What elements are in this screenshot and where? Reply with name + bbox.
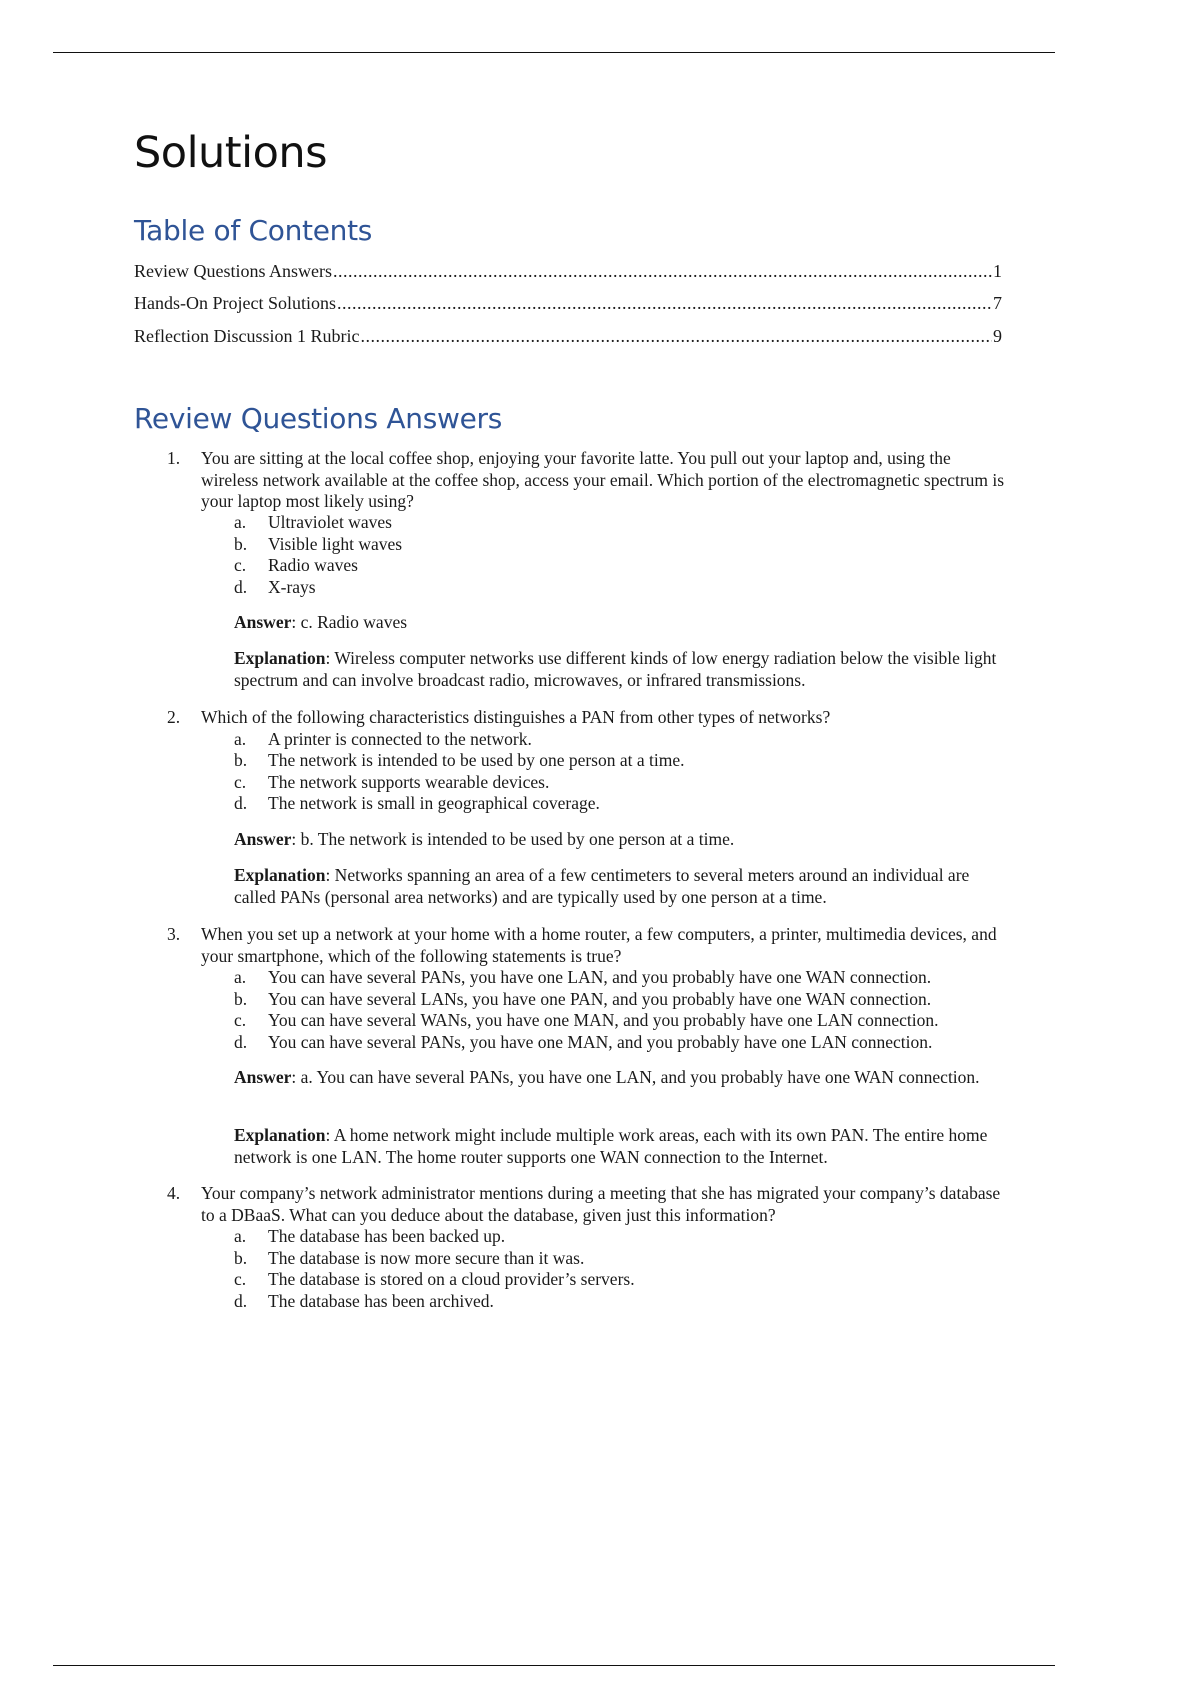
question-text: When you set up a network at your home with a home router, a few computers, a printer, multimedia devices, and your smartphone, which of the following statements is true? (201, 924, 997, 966)
answer: Answer: b. The network is intended to be used by one person at a time. (234, 829, 735, 849)
option: d. X-rays (234, 577, 316, 597)
option: b. Visible light waves (234, 534, 403, 554)
option: b. The network is intended to be used by one person at a time. (234, 750, 685, 770)
option: c. The database is stored on a cloud provider’s servers. (234, 1269, 635, 1289)
question-number: 4. (167, 1183, 181, 1203)
toc-entry[interactable] (134, 261, 1002, 282)
toc-entry[interactable] (134, 326, 1002, 347)
section-heading-review: Review Questions Answers (134, 402, 503, 435)
option: d. The database has been archived. (234, 1291, 494, 1311)
option: c. The network supports wearable devices. (234, 772, 550, 792)
option: b. The database is now more secure than it was. (234, 1248, 585, 1268)
option: c. You can have several WANs, you have one MAN, and you probably have one LAN connection. (234, 1010, 939, 1030)
footer-rule (53, 1665, 1055, 1666)
question-text: Which of the following characteristics distinguishes a PAN from other types of networks? (201, 707, 831, 727)
toc-entry[interactable] (134, 293, 1002, 314)
explanation: Explanation: Networks spanning an area of a few centimeters to several meters around an individual are called PANs (personal area networks) and are typically used by one person at a time. (234, 865, 970, 907)
option: b. You can have several LANs, you have one PAN, and you probably have one WAN connection. (234, 989, 932, 1009)
toc-leader (333, 261, 992, 282)
option: a. You can have several PANs, you have one LAN, and you probably have one WAN connection. (234, 967, 932, 987)
toc-entry-page: 1 (993, 261, 1002, 281)
option: d. The network is small in geographical coverage. (234, 793, 600, 813)
toc-entry-page: 9 (993, 326, 1002, 346)
answer: Answer: a. You can have several PANs, you have one LAN, and you probably have one WAN connection. (234, 1067, 980, 1087)
option: a. The database has been backed up. (234, 1226, 506, 1246)
toc-entry-label: Review Questions Answers (134, 261, 332, 281)
option: a. Ultraviolet waves (234, 512, 392, 532)
question-number: 1. (167, 448, 181, 468)
toc-leader (360, 326, 992, 347)
question-number: 2. (167, 707, 181, 727)
toc-entry-page: 7 (993, 293, 1002, 313)
option: a. A printer is connected to the network. (234, 729, 532, 749)
option: d. You can have several PANs, you have one MAN, and you probably have one LAN connection. (234, 1032, 933, 1052)
header-rule (53, 52, 1055, 53)
question-number: 3. (167, 924, 181, 944)
toc-heading: Table of Contents (134, 214, 373, 247)
explanation: Explanation: A home network might include multiple work areas, each with its own PAN. The entire home network is one LAN. The home router supports one WAN connection to the Internet. (234, 1125, 988, 1167)
question-text: Your company’s network administrator mentions during a meeting that she has migrated your company’s database to a DBaaS. What can you deduce about the database, given just this information? (201, 1183, 1001, 1225)
toc-entry-label: Hands-On Project Solutions (134, 293, 336, 313)
explanation: Explanation: Wireless computer networks use different kinds of low energy radiation below the visible light spectrum and can involve broadcast radio, microwaves, or infrared transmissions. (234, 648, 997, 690)
toc-entry-label: Reflection Discussion 1 Rubric (134, 326, 360, 346)
document-title: Solutions (134, 128, 328, 178)
toc-leader (337, 293, 992, 314)
option: c. Radio waves (234, 555, 358, 575)
answer: Answer: c. Radio waves (234, 612, 408, 632)
question-text: You are sitting at the local coffee shop, enjoying your favorite latte. You pull out your laptop and, using the wireless network available at the coffee shop, access your email. Which portion of the electromagnetic spectrum is your laptop most likely using? (201, 448, 1005, 512)
